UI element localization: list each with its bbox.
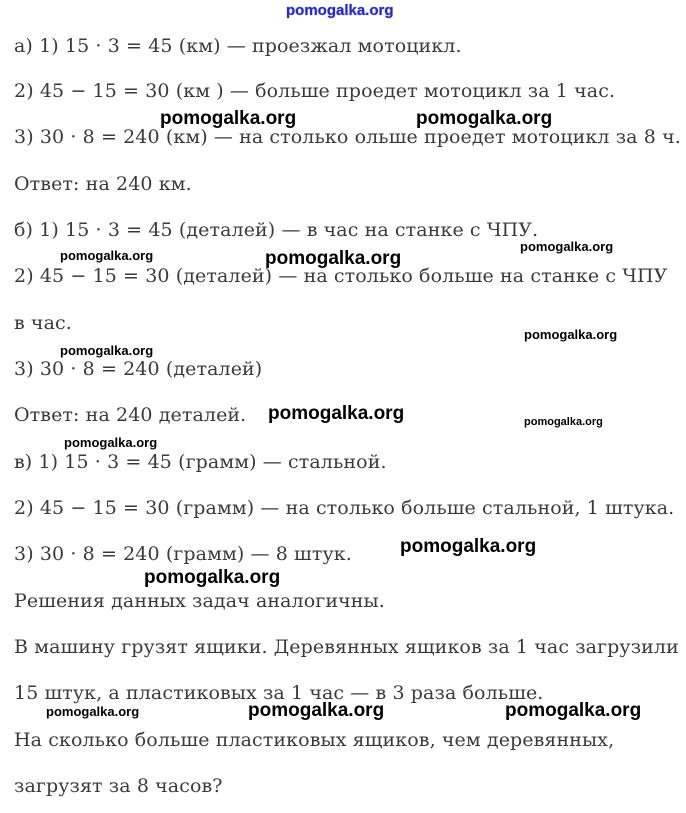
text-line-3: 3) 30 · 8 = 240 (км) — на столько ольше проедет мотоцикл за 8 ч.: [14, 126, 681, 148]
watermark: pomogalka.org: [248, 700, 385, 721]
watermark: pomogalka.org: [520, 239, 614, 254]
text-line-12: 3) 30 · 8 = 240 (грамм) — 8 штук.: [14, 543, 352, 565]
text-line-8: 3) 30 · 8 = 240 (деталей): [14, 358, 263, 380]
watermark: pomogalka.org: [60, 248, 154, 263]
text-line-6: 2) 45 − 15 = 30 (деталей) — на столько больше на станке с ЧПУ: [14, 265, 668, 287]
text-line-5: б) 1) 15 · 3 = 45 (деталей) — в час на станке с ЧПУ.: [14, 219, 539, 241]
watermark: pomogalka.org: [64, 435, 158, 450]
watermark: pomogalka.org: [60, 343, 154, 358]
watermark: pomogalka.org: [505, 700, 642, 721]
text-line-2: 2) 45 − 15 = 30 (км ) — больше проедет мотоцикл за 1 час.: [14, 80, 616, 102]
text-line-1: а) 1) 15 · 3 = 45 (км) — проезжал мотоцикл.: [14, 35, 462, 57]
text-line-16: На сколько больше пластиковых ящиков, чем деревянных,: [14, 729, 615, 751]
watermark: pomogalka.org: [144, 567, 281, 588]
watermark: pomogalka.org: [416, 108, 553, 129]
text-line-15: 15 штук, а пластиковых за 1 час — в 3 раза больше.: [14, 682, 544, 704]
watermark: pomogalka.org: [524, 327, 618, 342]
watermark-top: pomogalka.org: [286, 2, 394, 19]
text-line-17: загрузят за 8 часов?: [14, 775, 223, 797]
text-line-11: 2) 45 − 15 = 30 (грамм) — на столько больше стальной, 1 штука.: [14, 497, 675, 519]
text-line-14: В машину грузят ящики. Деревянных ящиков за 1 час загрузили: [14, 636, 679, 658]
watermark: pomogalka.org: [265, 248, 402, 269]
text-line-4: Ответ: на 240 км.: [14, 173, 192, 195]
watermark: pomogalka.org: [524, 416, 603, 428]
watermark: pomogalka.org: [400, 536, 537, 557]
text-line-10: в) 1) 15 · 3 = 45 (грамм) — стальной.: [14, 451, 387, 473]
text-line-9: Ответ: на 240 деталей.: [14, 404, 247, 426]
text-line-7: в час.: [14, 312, 72, 334]
watermark: pomogalka.org: [268, 403, 405, 424]
watermark: pomogalka.org: [46, 704, 140, 719]
text-line-13: Решения данных задач аналогичны.: [14, 590, 385, 612]
watermark: pomogalka.org: [160, 108, 297, 129]
